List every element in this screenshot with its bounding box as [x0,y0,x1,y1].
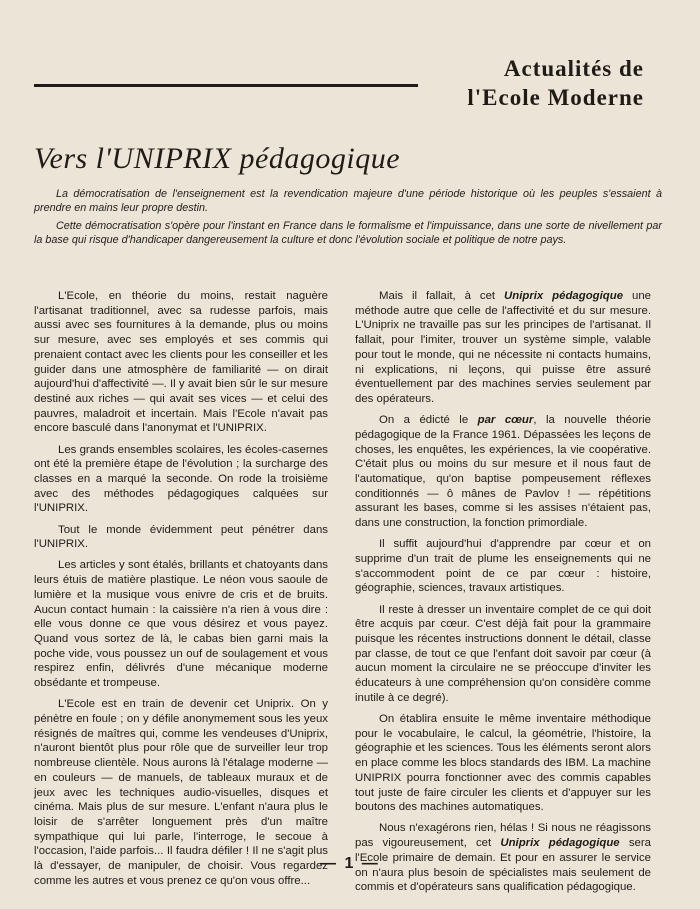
body-paragraph [355,821,651,895]
body-paragraph: On établira ensuite le même inventaire méthodique pour le vocabulaire, le calcul, la géométrie, l'histoire, la géographie et les sciences. Tous les éléments seront alors en place comme les blocs standards des IBM. La machine UNIPRIX pourra fonctionner avec des commis capables tout juste de faire circuler les clients et d'appuyer sur les boutons des machines automatiques. [355,712,651,814]
body-paragraph: Tout le monde évidemment peut pénétrer dans l'UNIPRIX. [34,523,328,551]
text-run: sera l'Ecole primaire de demain. Et pour en assurer le service on n'aura plus besoin de spécialistes mais seulement de commis et d'opérateurs sans qualification pédagogique. [355,837,652,894]
intro-paragraph: Cette démocratisation s'opère pour l'instant en France dans le formalisme et l'impuissance, dans une sorte de nivellement par la base qui risque d'handicaper dangereusement la culture et donc l'évolution sociale et politique de notre pays. [34,220,662,246]
body-paragraph: Il suffit aujourd'hui d'apprendre par cœur et on supprime d'un trait de plume les enseignements qui ne s'accommodent point de ce par cœur : histoire, géographie, sciences, travaux artistiques. [355,538,651,595]
section-heading-line1: Actualités de [503,56,644,81]
header-rule [34,84,418,87]
intro-paragraph: La démocratisation de l'enseignement est la revendication majeure d'une période historique où les peuples s'essaient à prendre en mains leur propre destin. [34,188,662,214]
body-paragraph: Les articles y sont étalés, brillants et chatoyants dans leurs étuis de matière plastique. Le néon vous saoule de lumière et la musique vous enivre de cris et de bruits. Aucun contact humain : la caissière n'a rien à vous dire : elle vous donne ce que vous désirez et vous payez. Quand vous sortez de là, le cabas bien garni mais la poche vide, vous poussez un ouf de soulagement et vous respirez enfin, délivrés d'une mécanique moderne obsédante et trompeuse. [34,559,328,690]
text-run: On a édicté le [379,414,478,427]
section-heading-line2: l'Ecole Moderne [467,85,644,110]
body-paragraph: L'Ecole est en train de devenir cet Uniprix. On y pénètre en foule ; on y défile anonymement sous les yeux résignés de maîtres qui, comme les vendeuses d'Uniprix, n'auront bientôt plus pour rôle que de surveiller leur trop nombreuse clientèle. Nous aurons là l'étalage moderne — en couleurs — de manuels, de tableaux muraux et de jeux avec les techniques audio-visuelles, disques et cinéma. Mais plus de sur mesure. L'enfant n'aura plus le loisir de s'arrêter longuement près d'un maître sympathique qui lui parle, l'interroge, le secoue à l'occasion, l'aide parfois... Il faudra défiler ! Il ne s'agit plus là d'essayer, de manipuler, de choisir. Vous regardez comme les autres et vous prenez ce qu'on vous offre... [34,698,328,887]
body-paragraph [355,289,651,407]
article-title: Vers l'UNIPRIX pédagogique [34,142,401,175]
body-paragraph: Il reste à dresser un inventaire complet de ce qui doit être acquis par cœur. C'est déjà fait pour la grammaire puisque les récentes instructions donnent le détail, classe par classe, de tout ce que l'enfant doit savoir par cœur (à aucun moment la circulaire ne se préoccupe d'inviter les éducateurs à une compréhension qu'on considère comme inutile à ce degré). [355,603,651,704]
left-column [34,289,328,895]
emphasis-text: Uniprix pédagogique [504,290,624,302]
text-run: Mais il fallait, à cet [379,290,505,302]
emphasis-text: par cœur [477,414,534,427]
text-run: une méthode autre que celle de l'affectivité et du sur mesure. L'Uniprix ne travaille pas sur les principes de l'artisanat. Il fallait, pour l'imiter, trouver un système simple, valable pour tout le monde, qui ne nécessite ni contacts humains, ni explications, ni leçons, qui puisse être assuré éventuellement par des machines servies seulement par des opérateurs. [355,290,651,405]
body-paragraph: Les grands ensembles scolaires, les écoles-casernes ont été la première étape de l'évolution ; la surcharge des classes en a marqué la seconde. On rode la troisième avec des méthodes pédagogiques calquées sur l'UNIPRIX. [34,443,328,515]
text-run: , la nouvelle théorie pédagogique de la France 1961. Dépassées les leçons de choses, les enquêtes, les expériences, la vie coopérative. C'était plus ou moins du sur mesure et il nous faut de l'automatique, qu'on baptise pompeusement réflexes conditionnés — ô mânes de Pavlov ! — répétitions assurant les bases, comme si les assises n'étaient pas, dans une construction, la fonction primordiale. [355,414,651,530]
right-column [355,289,651,901]
section-heading [467,54,644,112]
body-paragraph [355,413,651,531]
body-paragraph: L'Ecole, en théorie du moins, restait naguère l'artisanat traditionnel, avec sa rudesse parfois, mais aussi avec ses fournitures à la demande, plus ou moins sur mesure, avec ses employés et ses commis qui prenaient contact avec les clients pour les conseiller et les guider dans une atmosphère de familiarité — on dirait aujourd'hui d'affectivité —. Il y avait bien sûr le sur mesure destiné aux riches — qui avait ses vices — et celui des pauvres, maladroit et incertain. Mais l'Ecole n'avait pas encore basculé dans l'anonymat et l'UNIPRIX. [34,290,328,435]
emphasis-text: Uniprix pédagogique [500,837,620,850]
page-number: — 1 — [320,855,380,872]
text-run: Nous n'exagérons rien, hélas ! Si nous ne réagissons pas vigoureusement, cet [355,822,651,850]
article-intro [34,188,662,252]
